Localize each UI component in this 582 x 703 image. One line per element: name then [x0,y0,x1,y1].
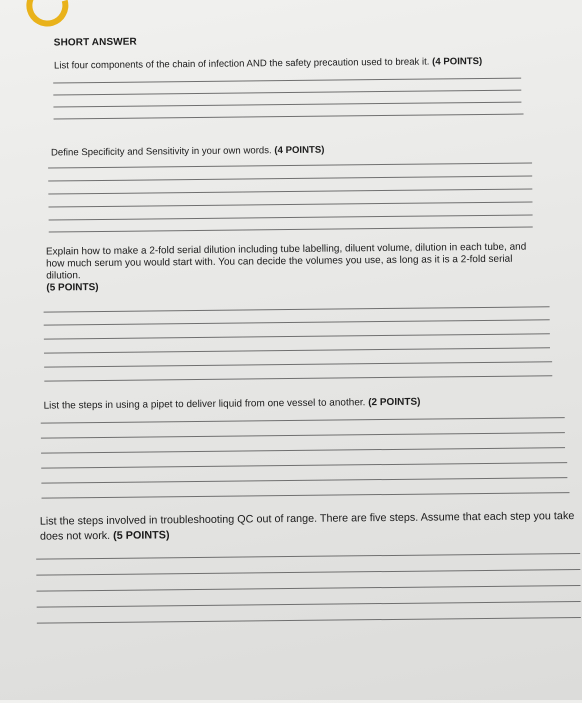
answer-line[interactable] [48,201,532,207]
answer-line[interactable] [48,162,532,168]
paper-clip-icon [19,0,76,34]
question-1-points: (4 POINTS) [432,55,483,68]
question-3-text: Explain how to make a 2-fold serial dilution including tube labelling, diluent volume, dilution in each tube, and how much serum you would start with. You can decide the volumes you use, as long as it is a 2-fold serial dilution. [45,241,527,282]
answer-line[interactable] [41,447,565,453]
answer-line[interactable] [53,78,521,84]
question-5 [40,509,576,545]
question-2-points: (4 POINTS) [274,144,325,157]
answer-line[interactable] [36,553,580,560]
answer-line[interactable] [41,462,567,469]
answer-line[interactable] [53,102,521,108]
answer-line[interactable] [48,188,532,194]
section-heading: SHORT ANSWER [53,36,137,49]
answer-line[interactable] [42,492,570,499]
answer-line[interactable] [54,114,524,120]
answer-line[interactable] [44,347,550,353]
question-1 [54,55,554,73]
answer-line[interactable] [44,361,552,367]
answer-line[interactable] [41,432,565,438]
answer-line[interactable] [44,375,552,381]
answer-line[interactable] [36,569,580,576]
question-4 [44,395,564,413]
answer-line[interactable] [49,226,533,232]
question-5-text: List the steps involved in troubleshooting QC out of range. There are five steps. Assume that each step you take does not work. [39,510,575,543]
answer-line[interactable] [41,417,565,423]
question-1-text: List four components of the chain of infection AND the safety precaution used to break it. [53,56,430,72]
answer-line[interactable] [49,214,533,220]
question-4-text: List the steps in using a pipet to deliver liquid from one vessel to another. [43,397,366,412]
answer-line[interactable] [48,175,532,181]
answer-line[interactable] [37,601,581,608]
question-2-text: Define Specificity and Sensitivity in your own words. [50,145,272,159]
question-2 [51,142,551,160]
answer-line[interactable] [53,90,521,96]
question-3 [46,241,542,294]
answer-line[interactable] [44,333,550,339]
answer-line[interactable] [44,319,550,325]
answer-line[interactable] [44,306,550,312]
answer-line[interactable] [37,617,581,624]
question-4-points: (2 POINTS) [368,396,421,409]
question-5-points: (5 POINTS) [113,529,170,542]
question-3-points: (5 POINTS) [46,282,99,294]
answer-line[interactable] [37,585,581,592]
answer-line[interactable] [41,477,567,484]
